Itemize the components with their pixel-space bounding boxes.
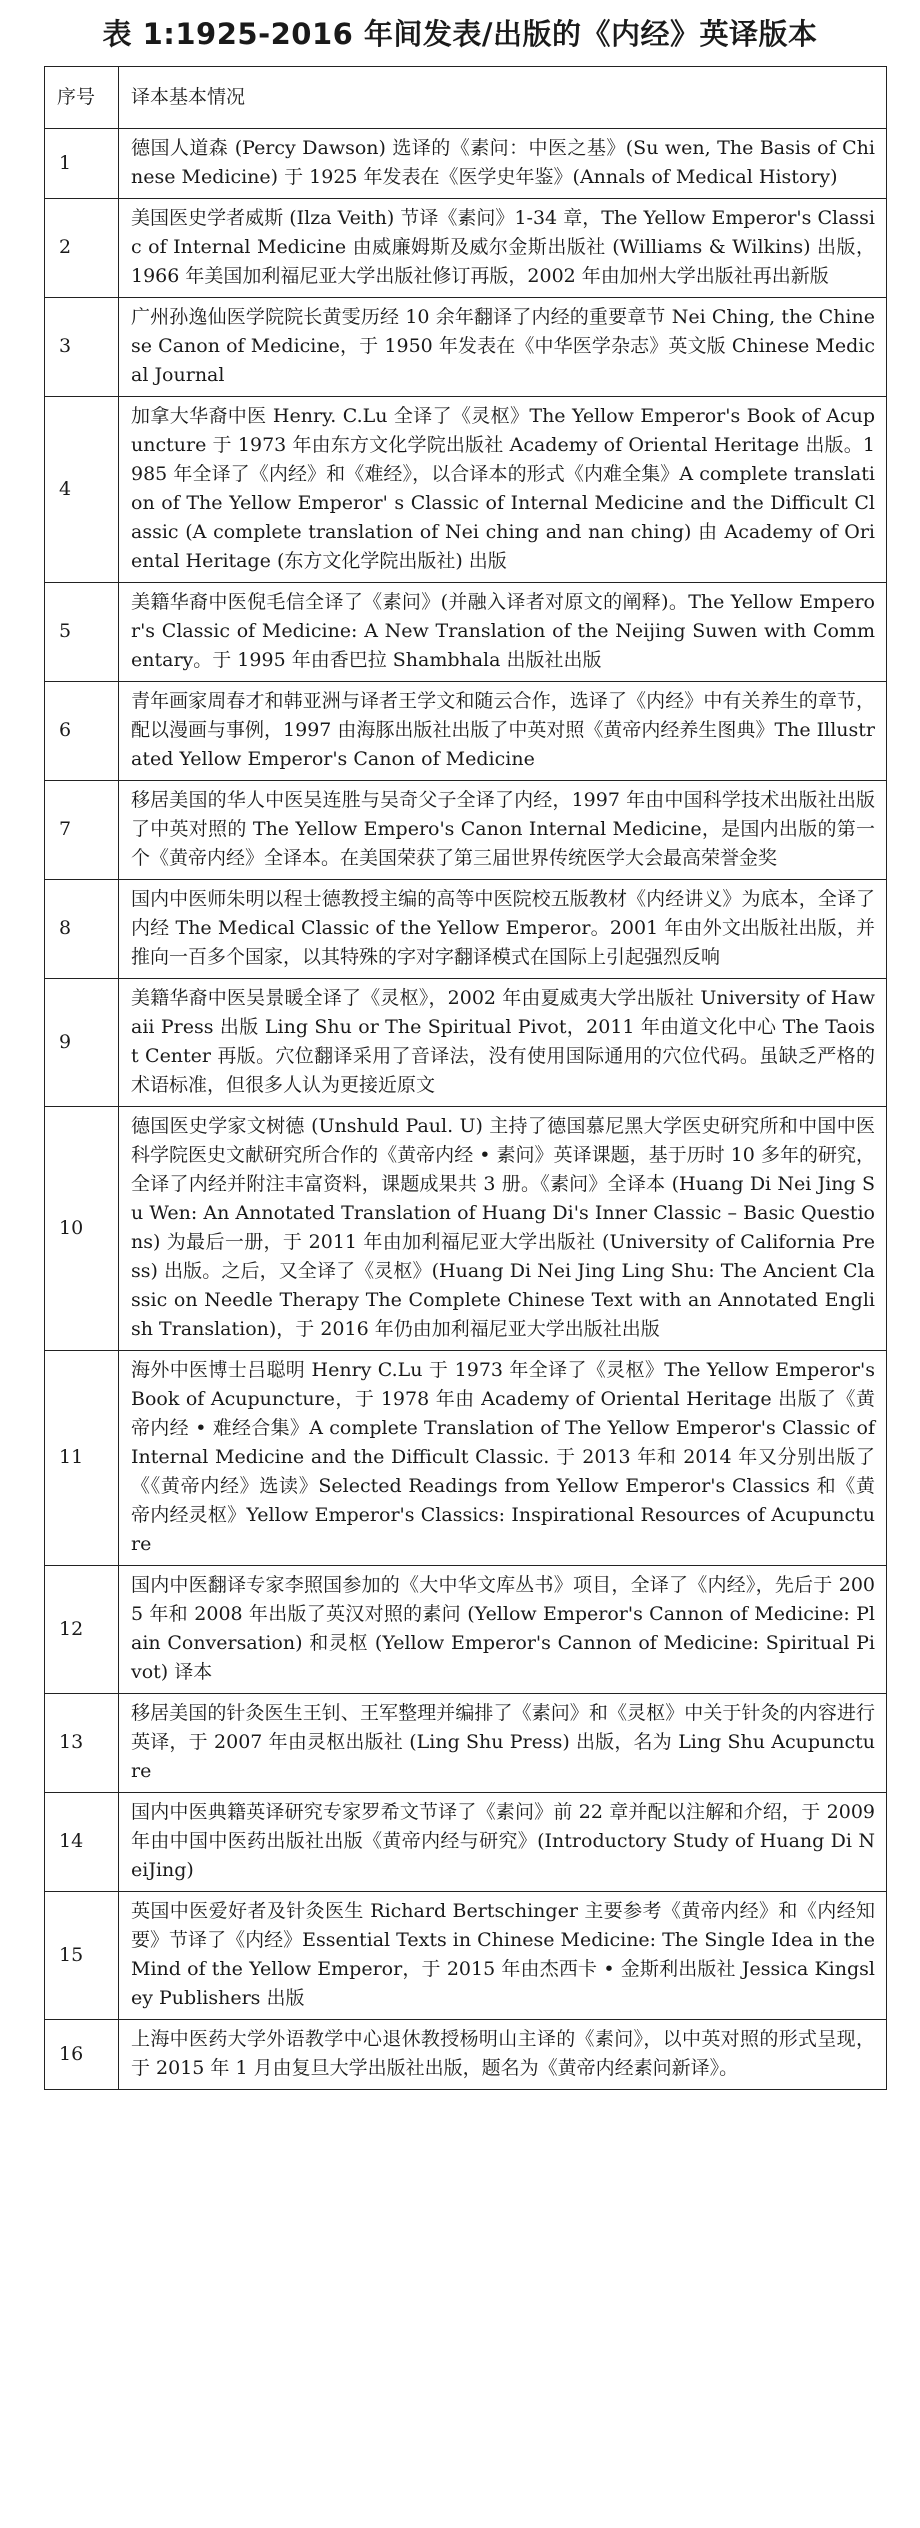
header-number: 序号	[45, 67, 119, 129]
row-number: 3	[45, 298, 119, 397]
row-number: 4	[45, 397, 119, 583]
row-number: 12	[45, 1566, 119, 1694]
translations-table	[44, 66, 887, 2090]
row-description: 国内中医典籍英译研究专家罗希文节译了《素问》前 22 章并配以注解和介绍，于 2009 年由中国中医药出版社出版《黄帝内经与研究》(Introductory Study of Huang Di NeiJing)	[119, 1793, 887, 1892]
table-row	[45, 1107, 887, 1351]
row-description: 美国医史学者威斯 (Ilza Veith) 节译《素问》1-34 章，The Yellow Emperor's Classic of Internal Medicine 由威廉姆斯及威尔金斯出版社 (Williams & Wilkins) 出版，1966 年美国加利福尼亚大学出版社修订再版，2002 年由加州大学出版社再出新版	[119, 199, 887, 298]
row-description: 国内中医师朱明以程士德教授主编的高等中医院校五版教材《内经讲义》为底本，全译了内经 The Medical Classic of the Yellow Emperor。2001 年由外文出版社出版，并推向一百多个国家，以其特殊的字对字翻译模式在国际上引起强烈反响	[119, 880, 887, 979]
table-row	[45, 682, 887, 781]
table-row	[45, 979, 887, 1107]
row-description: 移居美国的针灸医生王钊、王军整理并编排了《素问》和《灵枢》中关于针灸的内容进行英译，于 2007 年由灵枢出版社 (Ling Shu Press) 出版，名为 Ling Shu Acupuncture	[119, 1694, 887, 1793]
row-description: 广州孙逸仙医学院院长黄雯历经 10 余年翻译了内经的重要章节 Nei Ching, the Chinese Canon of Medicine，于 1950 年发表在《中华医学杂志》英文版 Chinese Medical Journal	[119, 298, 887, 397]
table-row	[45, 199, 887, 298]
row-description: 美籍华裔中医倪毛信全译了《素问》(并融入译者对原文的阐释)。The Yellow Emperor's Classic of Medicine: A New Translation of the Neijing Suwen with Commentary。于 1995 年由香巴拉 Shambhala 出版社出版	[119, 583, 887, 682]
row-number: 2	[45, 199, 119, 298]
table-row	[45, 880, 887, 979]
table-body	[45, 129, 887, 2090]
row-number: 13	[45, 1694, 119, 1793]
row-number: 9	[45, 979, 119, 1107]
row-number: 11	[45, 1351, 119, 1566]
row-number: 15	[45, 1892, 119, 2020]
table-row	[45, 1694, 887, 1793]
table-row	[45, 129, 887, 199]
table-row	[45, 1351, 887, 1566]
row-description: 加拿大华裔中医 Henry. C.Lu 全译了《灵枢》The Yellow Emperor's Book of Acupuncture 于 1973 年由东方文化学院出版社 Academy of Oriental Heritage 出版。1985 年全译了《内经》和《难经》，以合译本的形式《内难全集》A complete translation of The Yellow Emperor' s Classic of Internal Medicine and the Difficult Classic (A complete translation of Nei ching and nan ching) 由 Academy of Oriental Heritage (东方文化学院出版社) 出版	[119, 397, 887, 583]
row-description: 国内中医翻译专家李照国参加的《大中华文库丛书》项目，全译了《内经》，先后于 2005 年和 2008 年出版了英汉对照的素问 (Yellow Emperor's Cannon of Medicine: Plain Conversation) 和灵枢 (Yellow Emperor's Cannon of Medicine: Spiritual Pivot) 译本	[119, 1566, 887, 1694]
table-row	[45, 583, 887, 682]
table-row	[45, 2020, 887, 2090]
row-description: 德国医史学家文树德 (Unshuld Paul. U) 主持了德国慕尼黑大学医史研究所和中国中医科学院医史文献研究所合作的《黄帝内经 • 素问》英译课题，基于历时 10 多年的研究，全译了内经并附注丰富资料，课题成果共 3 册。《素问》全译本 (Huang Di Nei Jing Su Wen: An Annotated Translation of Huang Di's Inner Classic – Basic Questions) 为最后一册，于 2011 年由加利福尼亚大学出版社 (University of California Press) 出版。之后，又全译了《灵枢》(Huang Di Nei Jing Ling Shu: The Ancient Classic on Needle Therapy The Complete Chinese Text with an Annotated English Translation)，于 2016 年仍由加利福尼亚大学出版社出版	[119, 1107, 887, 1351]
row-description: 上海中医药大学外语教学中心退休教授杨明山主译的《素问》，以中英对照的形式呈现，于 2015 年 1 月由复旦大学出版社出版，题名为《黄帝内经素问新译》。	[119, 2020, 887, 2090]
row-description: 英国中医爱好者及针灸医生 Richard Bertschinger 主要参考《黄帝内经》和《内经知要》节译了《内经》Essential Texts in Chinese Medicine: The Single Idea in the Mind of the Yellow Emperor，于 2015 年由杰西卡 • 金斯利出版社 Jessica Kingsley Publishers 出版	[119, 1892, 887, 2020]
row-number: 10	[45, 1107, 119, 1351]
row-number: 1	[45, 129, 119, 199]
row-number: 6	[45, 682, 119, 781]
header-description: 译本基本情况	[119, 67, 887, 129]
row-description: 美籍华裔中医吴景暖全译了《灵枢》，2002 年由夏威夷大学出版社 University of Hawaii Press 出版 Ling Shu or The Spiritual Pivot，2011 年由道文化中心 The Taoist Center 再版。穴位翻译采用了音译法，没有使用国际通用的穴位代码。虽缺乏严格的术语标准，但很多人认为更接近原文	[119, 979, 887, 1107]
row-number: 8	[45, 880, 119, 979]
table-row	[45, 1793, 887, 1892]
row-description: 海外中医博士吕聪明 Henry C.Lu 于 1973 年全译了《灵枢》The Yellow Emperor's Book of Acupuncture，于 1978 年由 Academy of Oriental Heritage 出版了《黄帝内经 • 难经合集》A complete Translation of The Yellow Emperor's Classic of Internal Medicine and the Difficult Classic. 于 2013 年和 2014 年又分别出版了《《黄帝内经》选读》Selected Readings from Yellow Emperor's Classics 和《黄帝内经灵枢》Yellow Emperor's Classics: Inspirational Resources of Acupuncture	[119, 1351, 887, 1566]
row-description: 德国人道森 (Percy Dawson) 选译的《素问：中医之基》(Su wen, The Basis of Chinese Medicine) 于 1925 年发表在《医学史年鉴》(Annals of Medical History)	[119, 129, 887, 199]
table-row	[45, 1566, 887, 1694]
row-description: 青年画家周春才和韩亚洲与译者王学文和随云合作，选译了《内经》中有关养生的章节，配以漫画与事例，1997 由海豚出版社出版了中英对照《黄帝内经养生图典》The Illustrated Yellow Emperor's Canon of Medicine	[119, 682, 887, 781]
row-number: 14	[45, 1793, 119, 1892]
table-row	[45, 781, 887, 880]
table-row	[45, 298, 887, 397]
row-number: 7	[45, 781, 119, 880]
row-number: 16	[45, 2020, 119, 2090]
table-row	[45, 397, 887, 583]
row-number: 5	[45, 583, 119, 682]
table-header-row	[45, 67, 887, 129]
table-row	[45, 1892, 887, 2020]
table-title: 表 1:1925-2016 年间发表/出版的《内经》英译版本	[102, 16, 818, 51]
row-description: 移居美国的华人中医吴连胜与吴奇父子全译了内经，1997 年由中国科学技术出版社出版了中英对照的 The Yellow Empero's Canon Internal Medicine，是国内出版的第一个《黄帝内经》全译本。在美国荣获了第三届世界传统医学大会最高荣誉金奖	[119, 781, 887, 880]
